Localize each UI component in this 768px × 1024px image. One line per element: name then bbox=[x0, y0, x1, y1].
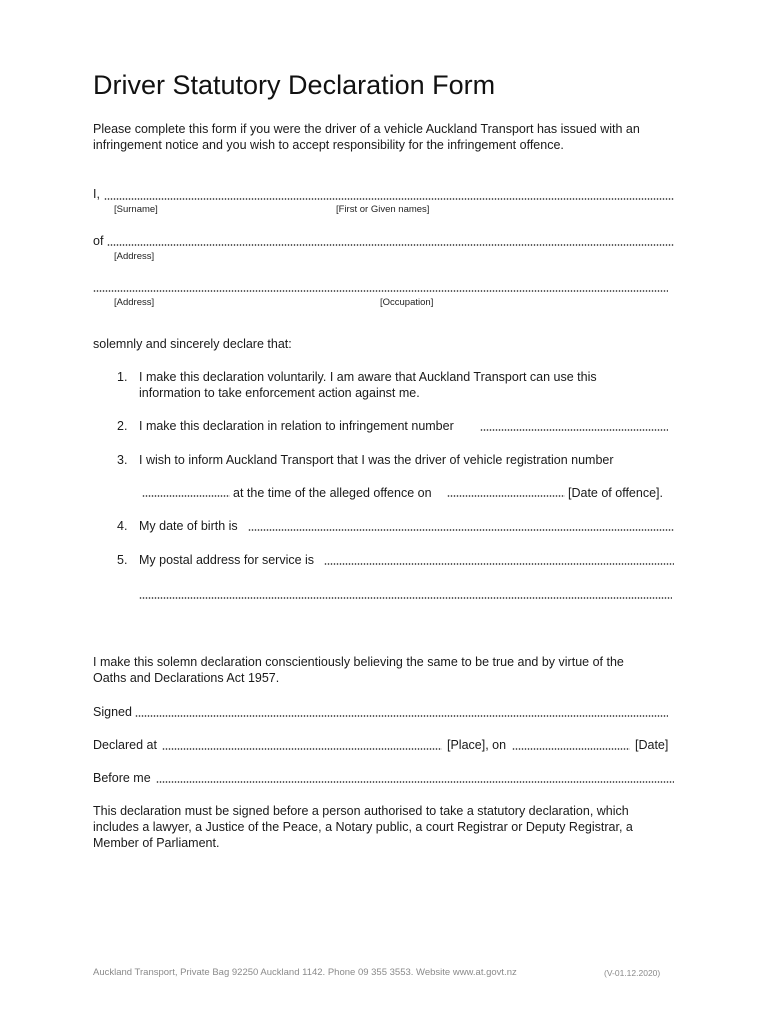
intro-line-1: Please complete this form if you were the driver of a vehicle Auckland Transport has issued with an bbox=[93, 122, 640, 136]
signed-label: Signed bbox=[93, 705, 132, 719]
infringement-number-field[interactable] bbox=[480, 428, 668, 432]
item-3-number: 3. bbox=[117, 453, 128, 467]
address-occupation-field[interactable] bbox=[93, 289, 668, 293]
footer-version: (V-01.12.2020) bbox=[604, 968, 661, 978]
item-1-line-1: I make this declaration voluntarily. I am aware that Auckland Transport can use this bbox=[139, 370, 597, 384]
solemn-line-2: Oaths and Declarations Act 1957. bbox=[93, 671, 280, 685]
item-1-number: 1. bbox=[117, 370, 128, 384]
before-me-label: Before me bbox=[93, 771, 151, 785]
signature-field[interactable] bbox=[135, 714, 668, 718]
place-field[interactable] bbox=[162, 747, 442, 751]
surname-label: [Surname] bbox=[114, 204, 158, 215]
postal-address-field[interactable] bbox=[324, 562, 674, 566]
witness-field[interactable] bbox=[156, 780, 674, 784]
item-1-line-2: information to take enforcement action against me. bbox=[139, 386, 420, 400]
item-3-line-1: I wish to inform Auckland Transport that I was the driver of vehicle registration number bbox=[139, 453, 614, 467]
offence-date-field[interactable] bbox=[447, 494, 565, 498]
solemn-line-1: I make this solemn declaration conscientiously believing the same to be true and by virtue of the bbox=[93, 655, 624, 669]
of-prefix: of bbox=[93, 234, 104, 248]
item-2-number: 2. bbox=[117, 419, 128, 433]
date-label: [Date] bbox=[635, 738, 669, 752]
item-5-text: My postal address for service is bbox=[139, 553, 315, 567]
place-label: [Place], on bbox=[447, 738, 507, 752]
item-4-text: My date of birth is bbox=[139, 519, 238, 533]
declare-text: solemnly and sincerely declare that: bbox=[93, 337, 292, 351]
occupation-label: [Occupation] bbox=[380, 297, 434, 308]
registration-number-field[interactable] bbox=[142, 494, 230, 498]
closing-line-2: includes a lawyer, a Justice of the Peace, a Notary public, a court Registrar or Deputy Registrar, a bbox=[93, 820, 633, 834]
item-4-number: 4. bbox=[117, 519, 128, 533]
item-5-number: 5. bbox=[117, 553, 128, 567]
declaration-date-field[interactable] bbox=[512, 747, 630, 751]
closing-line-3: Member of Parliament. bbox=[93, 836, 220, 850]
item-3-end: [Date of offence]. bbox=[568, 486, 663, 500]
postal-address-field-2[interactable] bbox=[139, 596, 672, 600]
declared-at-label: Declared at bbox=[93, 738, 157, 752]
given-names-label: [First or Given names] bbox=[336, 204, 430, 215]
footer-contact: Auckland Transport, Private Bag 92250 Auckland 1142. Phone 09 355 3553. Website www.at.govt.nz bbox=[93, 967, 517, 978]
form-title: Driver Statutory Declaration Form bbox=[93, 70, 496, 100]
address-field[interactable] bbox=[107, 243, 674, 247]
name-field[interactable] bbox=[104, 197, 674, 201]
item-2-text: I make this declaration in relation to infringement number bbox=[139, 419, 454, 433]
intro-line-2: infringement notice and you wish to accept responsibility for the infringement offence. bbox=[93, 138, 564, 152]
item-3-mid: at the time of the alleged offence on bbox=[233, 486, 432, 500]
date-of-birth-field[interactable] bbox=[248, 528, 674, 532]
address-label: [Address] bbox=[114, 251, 155, 262]
closing-line-1: This declaration must be signed before a person authorised to take a statutory declaration, which bbox=[93, 804, 629, 818]
name-prefix: I, bbox=[93, 187, 100, 201]
address2-label: [Address] bbox=[114, 297, 155, 308]
